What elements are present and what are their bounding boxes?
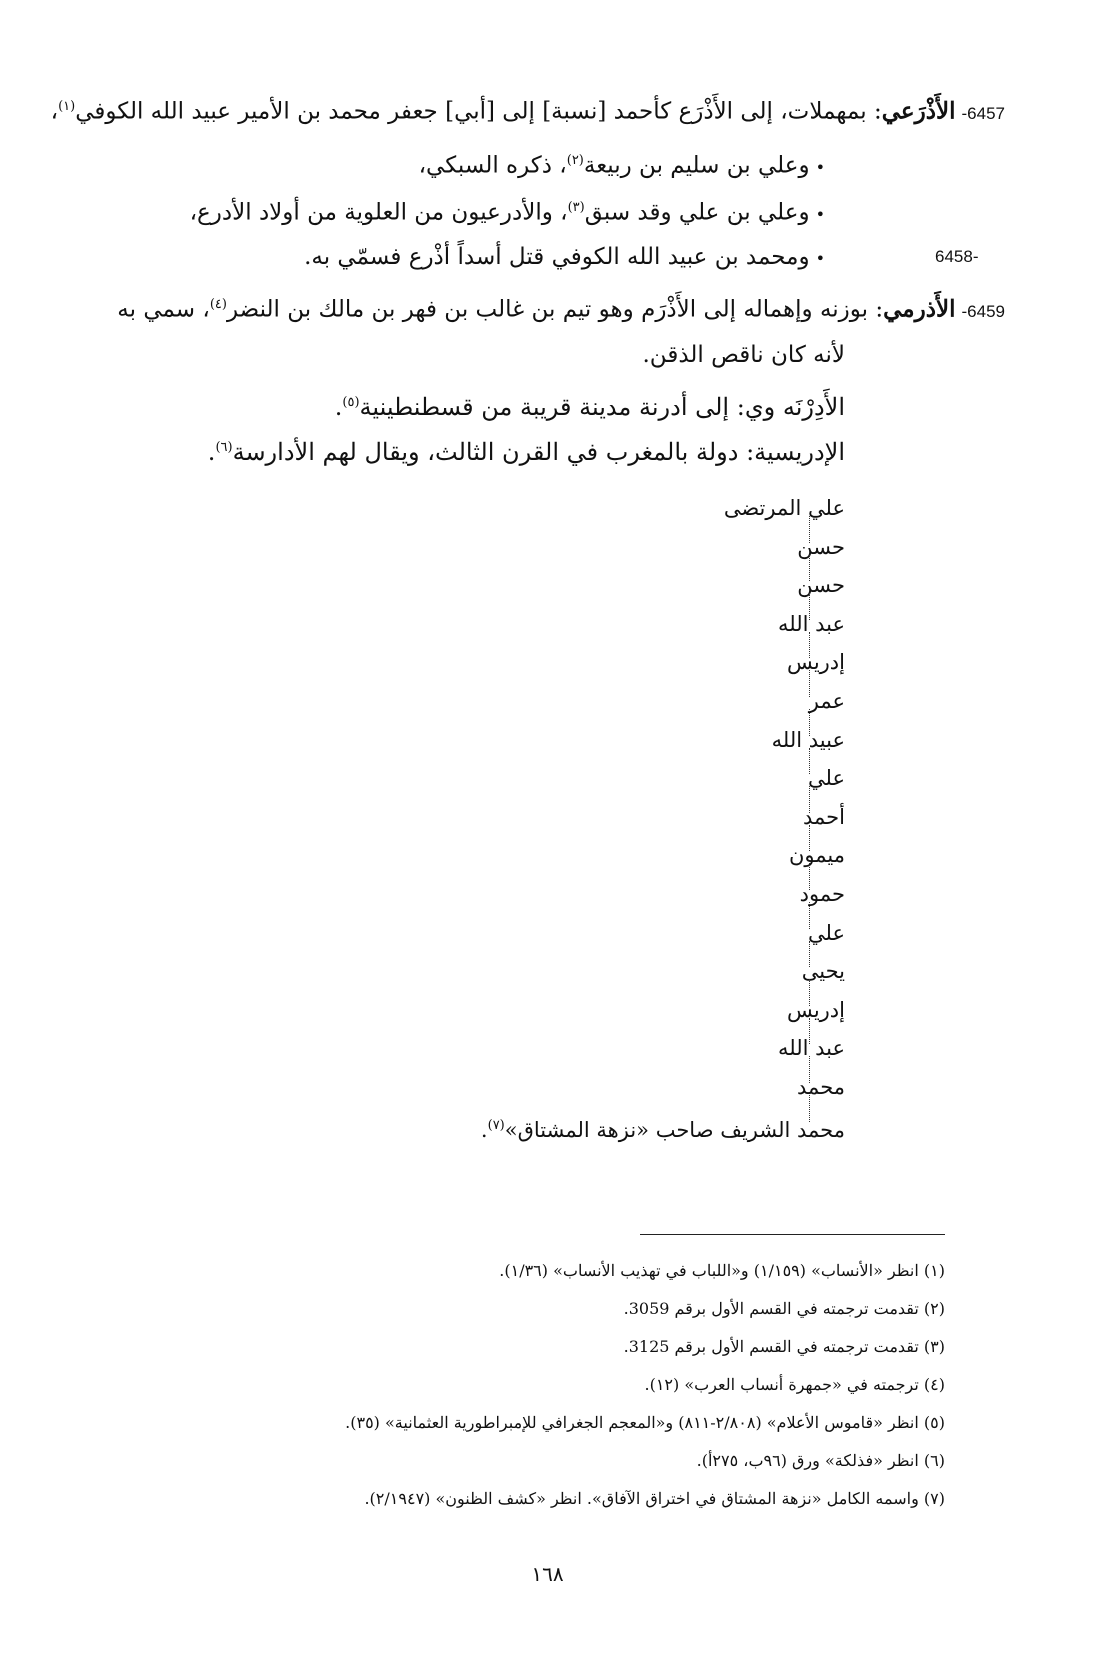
footnote: (٤) ترجمته في «جمهرة أنساب العرب» (١٢). bbox=[644, 1375, 945, 1394]
entry-idrisiyya bbox=[208, 427, 845, 473]
entry-number: 6458- bbox=[935, 247, 979, 266]
tree-node: عمر bbox=[808, 689, 845, 713]
footnote-ref: (٢) bbox=[566, 153, 584, 168]
tree-node: أحمد bbox=[803, 804, 845, 829]
bullet-text: وعلي بن علي وقد سبق bbox=[584, 199, 810, 226]
footnote-ref: (٥) bbox=[342, 395, 360, 410]
entry-6457 bbox=[50, 86, 1005, 135]
tree-node: عبد الله bbox=[777, 611, 845, 636]
entry-text: : بوزنه وإهماله إلى الأَذْرَم وهو تيم بن غالب بن فهر بن مالك بن النضر bbox=[226, 296, 884, 323]
entry-text-end: . bbox=[334, 393, 343, 421]
footnote-separator bbox=[640, 1234, 945, 1235]
tree-node: يحيى bbox=[801, 959, 845, 984]
entry-heading: الأَذرمي bbox=[883, 295, 956, 323]
bullet-item bbox=[190, 187, 825, 236]
tree-node: عبيد الله bbox=[771, 727, 845, 752]
bullet-item bbox=[304, 236, 825, 280]
entry-continuation: لأنه كان ناقص الذقن. bbox=[642, 342, 845, 368]
page-number: ١٦٨ bbox=[531, 1562, 564, 1586]
footnote-ref: (٦) bbox=[215, 440, 233, 455]
tree-node-text: محمد الشريف صاحب «نزهة المشتاق» bbox=[504, 1117, 845, 1142]
tree-node-final bbox=[481, 1112, 845, 1144]
entry-text: الأَدِرْنَه وي: إلى أدرنة مدينة قريبة من قسطنطينية bbox=[359, 393, 845, 421]
bullet-icon: • bbox=[815, 157, 825, 177]
entry-6459 bbox=[95, 284, 1005, 333]
entry-text-end: ، سمي به bbox=[117, 296, 210, 323]
entry-text-end: . bbox=[207, 438, 216, 466]
footnote: (١) انظر «الأنساب» (١/١٥٩) و«اللباب في تهذيب الأنساب» (١/٣٦). bbox=[499, 1261, 945, 1280]
bullet-icon: • bbox=[815, 204, 825, 224]
entry-text: : بمهملات، إلى الأَذْرَع كأحمد [نسبة] إلى [أبي] جعفر محمد بن الأمير عبيد الله الكوفي bbox=[75, 98, 882, 125]
footnote: (٦) انظر «فذلكة» ورق (٩٦ب، ٢٧٥أ). bbox=[696, 1451, 945, 1470]
entry-adirnawi bbox=[335, 382, 845, 428]
footnote-ref: (٤) bbox=[209, 297, 227, 312]
tree-node-end: . bbox=[480, 1117, 488, 1142]
tree-node: محمد bbox=[797, 1075, 845, 1099]
tree-node: إدريس bbox=[787, 650, 845, 675]
tree-node: حمود bbox=[799, 882, 845, 906]
footnote: (٧) واسمه الكامل «نزهة المشتاق في اختراق الآفاق». انظر «كشف الظنون» (٢/١٩٤٧). bbox=[364, 1489, 945, 1508]
tree-node: إدريس bbox=[787, 997, 845, 1022]
footnote: (٢) تقدمت ترجمته في القسم الأول برقم 3059. bbox=[623, 1299, 945, 1318]
footnote-ref: (٣) bbox=[567, 200, 585, 215]
bullet-icon: • bbox=[815, 249, 825, 268]
footnote: (٣) تقدمت ترجمته في القسم الأول برقم 3125. bbox=[623, 1337, 945, 1356]
footnote: (٥) انظر «قاموس الأعلام» (٢/٨٠٨-٨١١) و«المعجم الجغرافي للإمبراطورية العثمانية» (٣٥). bbox=[345, 1413, 945, 1432]
bullet-text-end: ، ذكره السبكي، bbox=[418, 152, 567, 179]
bullet-text: ومحمد بن عبيد الله الكوفي قتل أسداً أذْرع فسمّي به. bbox=[304, 244, 810, 270]
entry-number: 6457- bbox=[961, 103, 1005, 123]
tree-node: علي المرتضى bbox=[723, 496, 845, 520]
tree-node: حسن bbox=[797, 534, 845, 559]
bullet-text: وعلي بن سليم بن ربيعة bbox=[583, 152, 810, 179]
entry-text: الإدريسية: دولة بالمغرب في القرن الثالث، ويقال لهم الأدارسة bbox=[232, 438, 845, 466]
entry-text-end: ، bbox=[50, 98, 59, 125]
tree-node: علي bbox=[808, 920, 845, 945]
entry-number: 6459- bbox=[961, 301, 1005, 321]
bullet-text-end: ، والأدرعيون من العلوية من أولاد الأدرع، bbox=[189, 199, 568, 226]
footnotes bbox=[345, 1252, 945, 1518]
tree-node: حسن bbox=[797, 573, 845, 598]
entry-heading: الأَذْرَعي bbox=[881, 97, 956, 125]
tree-node: علي bbox=[808, 766, 845, 791]
footnote-ref: (١) bbox=[58, 99, 76, 114]
tree-node: عبد الله bbox=[777, 1036, 845, 1061]
footnote-ref: (٧) bbox=[487, 1117, 505, 1133]
bullet-item bbox=[419, 140, 825, 189]
tree-node: ميمون bbox=[789, 843, 845, 868]
